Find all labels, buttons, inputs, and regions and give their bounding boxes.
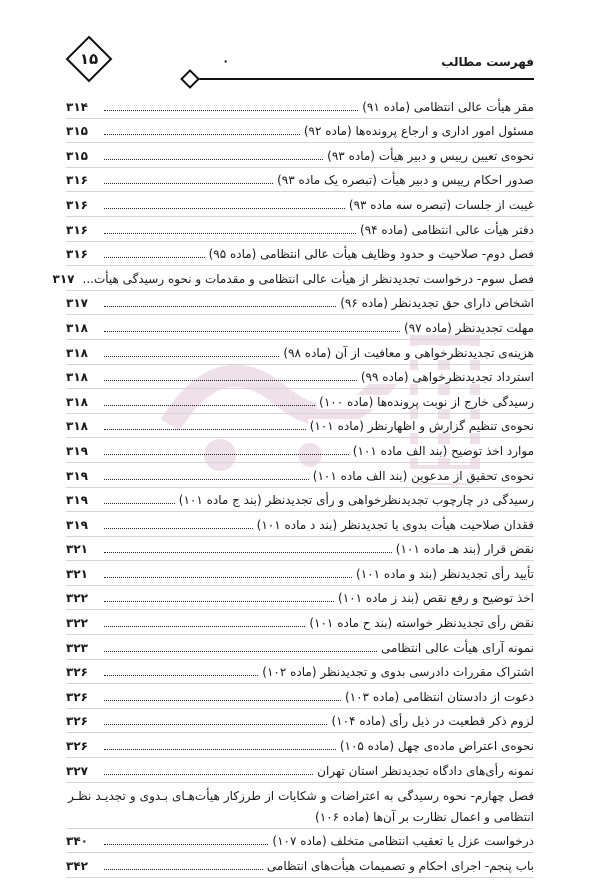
toc-entry[interactable] <box>66 143 534 168</box>
toc-entry-page: ۳۱۸ <box>66 370 88 385</box>
dot-leader <box>104 158 323 160</box>
dot-leader <box>104 502 175 504</box>
dot-leader <box>104 843 268 845</box>
toc-entry-title: هزینه‌ی تجدیدنظرخواهی و معافیت از آن (ماده ۹۸) <box>283 345 534 360</box>
toc-entry-title: فقدان صلاحیت هیأت بدوی یا تجدیدنظر (بند د ماده ۱۰۱) <box>256 517 534 532</box>
toc-entry[interactable] <box>66 119 534 144</box>
toc-entry-page: ۳۲۲ <box>66 591 88 606</box>
toc-entry-page: ۳۱۴ <box>66 99 88 114</box>
toc-entry[interactable] <box>66 561 534 586</box>
toc-entry-page: ۳۱۹ <box>66 517 88 532</box>
toc-entry[interactable] <box>66 853 534 878</box>
toc-entry[interactable] <box>66 463 534 488</box>
toc-entry[interactable] <box>66 242 534 267</box>
toc-entry-page: ۳۲۶ <box>66 714 88 729</box>
toc-entry-title: دعوت از دادستان انتظامی (ماده ۱۰۳) <box>344 689 534 704</box>
toc-entry-page: ۳۲۳ <box>66 640 88 655</box>
toc-entry-title: نمونه رأی‌های دادگاه تجدیدنظر استان تهران <box>317 763 534 778</box>
toc-entry-title: نحوه‌ی اعتراض ماده‌ی چهل (ماده ۱۰۵) <box>339 739 534 754</box>
toc-entry-title: باب پنجم- اجرای احکام و تصمیمات هیأت‌های انتظامی <box>266 858 534 873</box>
toc-entry-title: غیبت از جلسات (تبصره سه ماده ۹۳) <box>348 197 534 212</box>
dot-leader <box>104 723 327 725</box>
toc-entry[interactable] <box>66 829 534 854</box>
toc-entry-title: فصل سوم- درخواست تجدیدنظر از هیأت عالی انتظامی و مقدمات و نحوه رسیدگی هیأت... <box>82 271 534 286</box>
toc-entry[interactable] <box>66 94 534 119</box>
dot-leader <box>104 109 358 111</box>
dot-leader <box>104 551 392 553</box>
toc-entry-page: ۳۱۹ <box>66 443 88 458</box>
toc-entry[interactable] <box>52 266 534 291</box>
page-number: ۱۵ <box>79 50 99 68</box>
toc-entry[interactable] <box>66 192 534 217</box>
toc-entry[interactable] <box>66 635 534 660</box>
toc-entry[interactable] <box>66 610 534 635</box>
dot-leader <box>104 330 400 332</box>
dot-leader <box>104 355 279 357</box>
dot-leader <box>104 576 352 578</box>
dot-leader <box>104 232 356 234</box>
toc-entry-page: ۳۴۲ <box>66 858 88 873</box>
toc-entry-title: نمونه آرای هیأت عالی انتظامی <box>381 640 534 655</box>
page-title: فهرست مطالب <box>441 55 534 69</box>
toc-entry-title: دفتر هیأت عالی انتظامی (ماده ۹۴) <box>360 222 534 237</box>
dot-leader <box>104 699 341 701</box>
toc-entry-title: نقض رأی تجدیدنظر خواسته (بند ح ماده ۱۰۱) <box>309 616 534 631</box>
toc-entry-page: ۳۲۶ <box>66 739 88 754</box>
dot-leader <box>104 625 305 627</box>
header-diamond-ornament <box>180 69 200 89</box>
toc-entry[interactable] <box>66 438 534 463</box>
toc-entry-page: ۳۲۶ <box>66 689 88 704</box>
dot-leader <box>104 600 334 602</box>
dot-leader <box>104 256 205 258</box>
toc-entry[interactable] <box>66 168 534 193</box>
toc-entry[interactable] <box>66 783 534 829</box>
toc-entry-title: اخذ توضیح و رفع نقص (بند ز ماده ۱۰۱) <box>338 591 534 606</box>
toc-entry[interactable] <box>66 537 534 562</box>
toc-entry-title: نحوه‌ی تعیین رییس و دبیر هیأت (ماده ۹۳) <box>327 148 534 163</box>
dot-leader <box>104 207 345 209</box>
toc-entry[interactable] <box>66 389 534 414</box>
toc-entry-title: مسئول امور اداری و ارجاع پرونده‌ها (ماده ۹۲) <box>303 124 534 139</box>
header-mark: ۰ <box>222 54 230 68</box>
toc-entry-page: ۳۱۵ <box>66 148 88 163</box>
toc-entry-title: نحوه‌ی تنظیم گزارش و اظهارنظر (ماده ۱۰۱) <box>309 419 534 434</box>
toc-entry-title: فصل چهارم- نحوه رسیدگی به اعتراضات و شکایات از طرزکار هیأت‌هـای بـدوی و تجدیـد نظـر انتظامی و اعمال نظارت بر آن‌ها (ماده ۱۰۶) <box>66 786 534 828</box>
toc-entry-page: ۳۱۶ <box>66 197 88 212</box>
toc-entry-title: نحوه‌ی تحقیق از مدعوین (بند الف ماده ۱۰۱) <box>312 468 534 483</box>
dot-leader <box>104 650 377 652</box>
toc-entry-title: اشتراک مقررات دادرسی بدوی و تجدیدنظر (ماده ۱۰۲) <box>262 665 534 680</box>
dot-leader <box>104 868 263 870</box>
toc-entry[interactable] <box>66 414 534 439</box>
toc-entry[interactable] <box>66 586 534 611</box>
toc-entry-title: صدور احکام رییس و دبیر هیأت (تبصره یک ماده ۹۳) <box>277 173 534 188</box>
toc-entry-title: فصل دوم- صلاحیت و حدود وظایف هیأت عالی انتظامی (ماده ۹۵) <box>208 247 534 262</box>
toc-entry-title: مقر هیأت عالی انتظامی (ماده ۹۱) <box>362 99 534 114</box>
toc-entry-page: ۳۲۶ <box>66 665 88 680</box>
toc-entry[interactable] <box>66 709 534 734</box>
dot-leader <box>104 133 300 135</box>
toc-entry[interactable] <box>66 217 534 242</box>
toc-entry[interactable] <box>66 340 534 365</box>
toc-entry-page: ۳۲۱ <box>66 542 88 557</box>
toc-entry-page: ۳۲۲ <box>66 616 88 631</box>
toc-entry-title: لزوم ذکر قطعیت در ذیل رأی (ماده ۱۰۴) <box>331 714 534 729</box>
toc-entry-title: استرداد تجدیدنظرخواهی (ماده ۹۹) <box>360 370 534 385</box>
toc-entry-title: مهلت تجدیدنظر (ماده ۹۷) <box>404 320 534 335</box>
toc-entry-page: ۳۱۹ <box>66 468 88 483</box>
toc-entry-page: ۳۱۹ <box>66 493 88 508</box>
dot-leader <box>104 478 309 480</box>
dot-leader <box>104 379 357 381</box>
dot-leader <box>104 674 258 676</box>
dot-leader <box>104 428 306 430</box>
toc-entry[interactable] <box>66 733 534 758</box>
toc-entry-page: ۳۱۶ <box>66 247 88 262</box>
toc-entry[interactable] <box>66 315 534 340</box>
toc-entry[interactable] <box>66 365 534 390</box>
toc-entry-title: موارد اخذ توضیح (بند الف ماده ۱۰۱) <box>352 443 534 458</box>
toc-entry-page: ۳۱۸ <box>66 345 88 360</box>
dot-leader <box>104 182 273 184</box>
toc-entry[interactable] <box>66 291 534 316</box>
toc-entry-page: ۳۱۶ <box>66 222 88 237</box>
table-of-contents <box>52 94 534 878</box>
toc-entry-title: تأیید رأی تجدیدنظر (بند و ماده ۱۰۱) <box>356 566 534 581</box>
toc-entry-title: اشخاص دارای حق تجدیدنظر (ماده ۹۶) <box>340 296 534 311</box>
toc-entry[interactable] <box>66 758 534 783</box>
toc-entry-title: درخواست عزل یا تعقیب انتظامی متخلف (ماده ۱۰۷) <box>272 834 534 849</box>
toc-entry-page: ۳۱۸ <box>66 320 88 335</box>
toc-entry-page: ۳۱۸ <box>66 394 88 409</box>
toc-entry[interactable] <box>66 512 534 537</box>
toc-entry-page: ۳۱۷ <box>66 296 88 311</box>
toc-entry-page: ۳۱۷ <box>52 271 75 286</box>
dot-leader <box>104 404 315 406</box>
toc-entry-page: ۳۱۵ <box>66 124 88 139</box>
toc-entry-title: نقض قرار (بند هـ ماده ۱۰۱) <box>395 542 534 557</box>
dot-leader <box>104 748 336 750</box>
toc-entry[interactable] <box>66 684 534 709</box>
toc-entry-page: ۳۱۶ <box>66 173 88 188</box>
dot-leader <box>104 773 313 775</box>
dot-leader <box>104 453 349 455</box>
dot-leader <box>104 305 336 307</box>
toc-entry-title: رسیدگی خارج از نوبت پرونده‌ها (ماده ۱۰۰) <box>319 394 534 409</box>
dot-leader <box>104 527 253 529</box>
toc-entry[interactable] <box>66 660 534 685</box>
toc-entry-page: ۳۲۷ <box>66 763 88 778</box>
header-rule <box>188 78 534 80</box>
toc-entry-page: ۳۱۸ <box>66 419 88 434</box>
toc-entry[interactable] <box>66 488 534 513</box>
toc-entry-page: ۳۲۱ <box>66 566 88 581</box>
toc-entry-page: ۳۴۰ <box>66 834 88 849</box>
toc-entry-title: رسیدگی در چارچوب تجدیدنظرخواهی و رأی تجدیدنظر (بند ج ماده ۱۰۱) <box>178 493 534 508</box>
